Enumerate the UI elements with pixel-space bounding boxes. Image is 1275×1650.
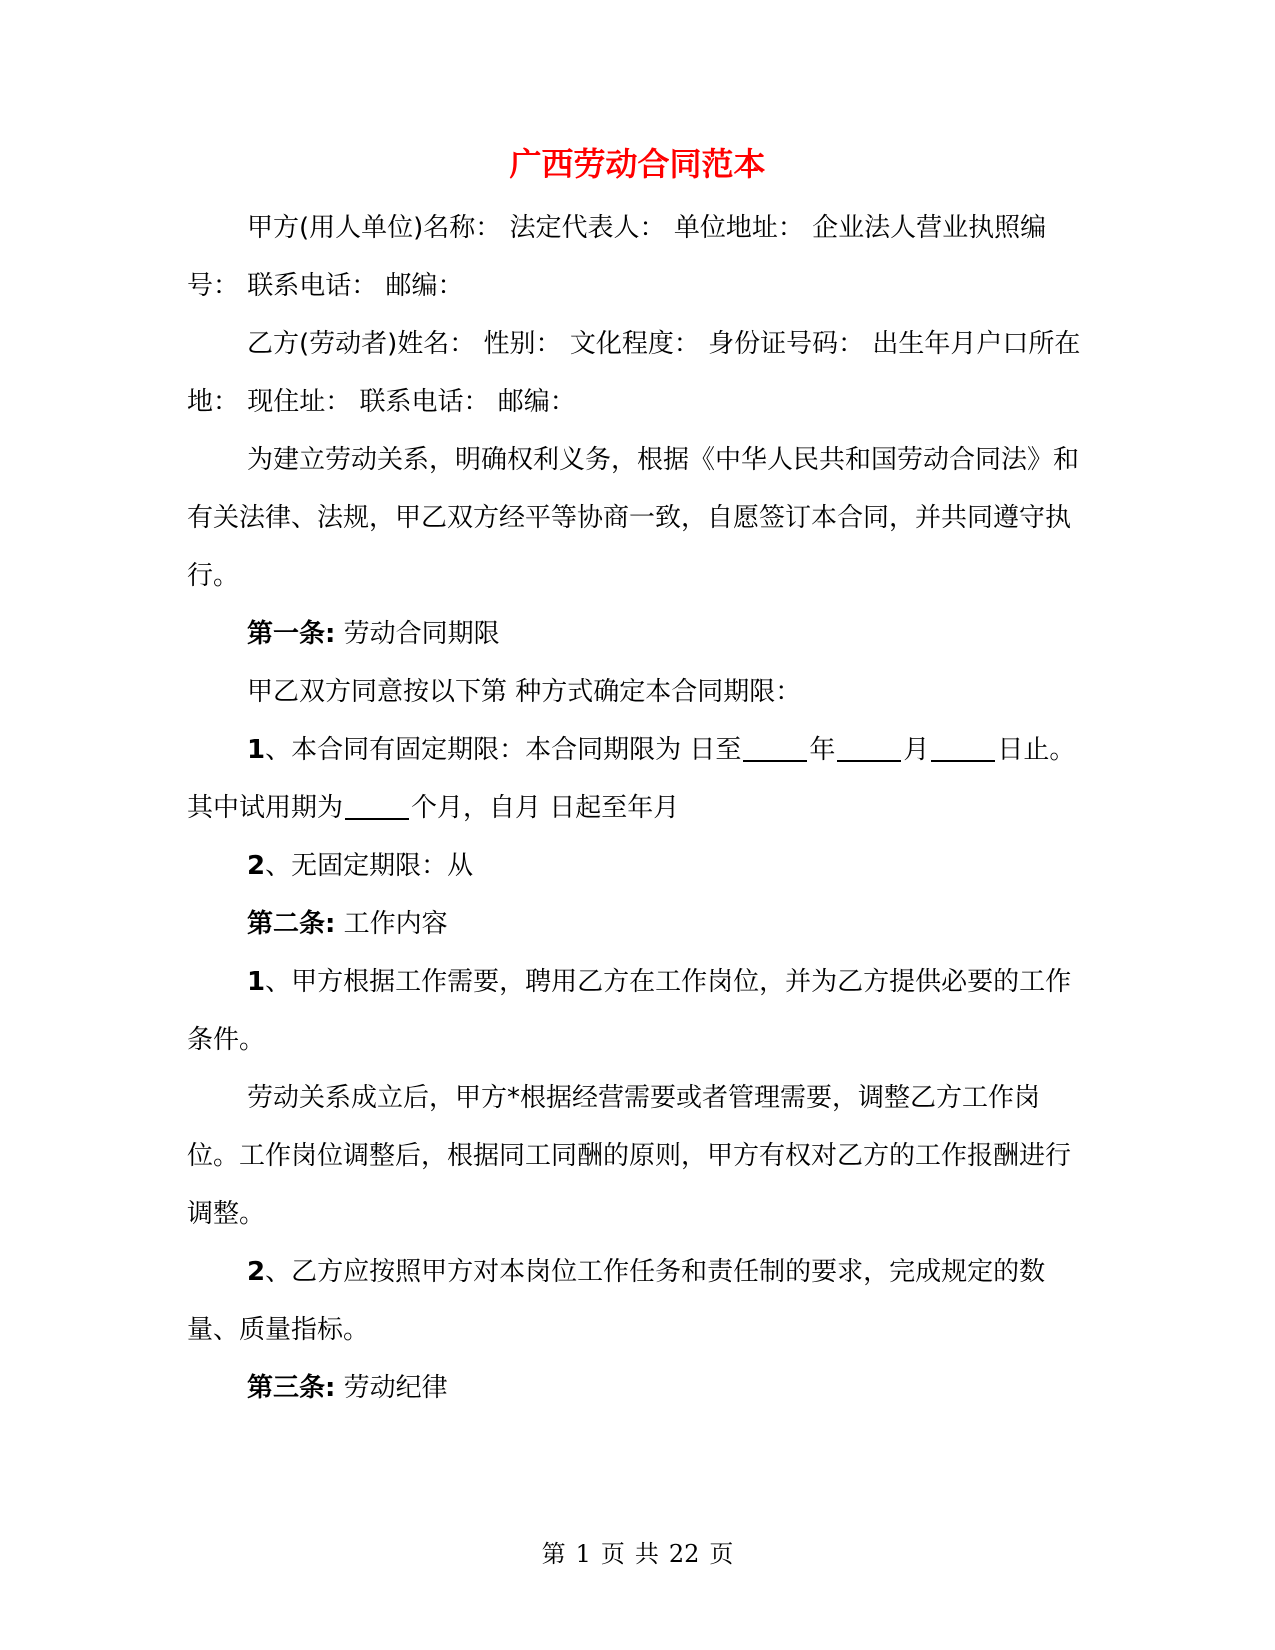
- page-footer: [0, 1538, 1275, 1570]
- article-2-item-2: [187, 1243, 1087, 1359]
- footer-word: 共: [634, 1540, 659, 1568]
- document-body: [187, 199, 1087, 1417]
- article-3-heading: [187, 1359, 1087, 1417]
- item-text: 、本合同有固定期限：本合同期限为 日至: [265, 735, 742, 765]
- item-text-end: 日止。其中试用期为: [187, 735, 1076, 823]
- item-number: 1: [247, 735, 266, 765]
- article-2-title: 工作内容: [343, 909, 448, 939]
- article-1-title: 劳动合同期限: [343, 619, 500, 649]
- document-title: 广西劳动合同范本: [509, 145, 766, 183]
- party-a-paragraph: 甲方(用人单位)名称： 法定代表人： 单位地址： 企业法人营业执照编号： 联系电话： 邮编：: [187, 213, 1047, 301]
- article-1-item-1: [187, 721, 1087, 837]
- item-number: 2: [247, 851, 266, 881]
- item-text: 、甲方根据工作需要，聘用乙方在工作岗位，并为乙方提供必要的工作条件。: [187, 967, 1072, 1055]
- article-2-item-1: [187, 953, 1087, 1069]
- item-text: 、无固定期限：从: [265, 851, 474, 881]
- blank-line: [931, 732, 995, 762]
- year-label: 年: [809, 735, 836, 765]
- item-text: 、乙方应按照甲方对本岗位工作任务和责任制的要求，完成规定的数量、质量指标。: [187, 1257, 1046, 1345]
- item-text-probation: 个月，自月 日起至年月: [411, 793, 680, 823]
- article-1-intro: 甲乙双方同意按以下第 种方式确定本合同期限：: [247, 677, 802, 707]
- item-number: 1: [247, 967, 266, 997]
- page-number: 1: [575, 1540, 591, 1568]
- article-1-item-2: [187, 837, 1087, 895]
- article-1-number: 第一条:: [247, 619, 336, 649]
- party-b-paragraph: 乙方(劳动者)姓名： 性别： 文化程度： 身份证号码： 出生年月户口所在地： 现住址： 联系电话： 邮编：: [187, 329, 1081, 417]
- preamble-paragraph: 为建立劳动关系，明确权利义务，根据《中华人民共和国劳动合同法》和有关法律、法规，甲乙双方经平等协商一致，自愿签订本合同，并共同遵守执行。: [187, 445, 1080, 591]
- article-3-number: 第三条:: [247, 1373, 336, 1403]
- article-1-heading: [187, 605, 1087, 663]
- blank-line: [837, 732, 901, 762]
- footer-word: 页: [709, 1540, 734, 1568]
- month-label: 月: [903, 735, 930, 765]
- blank-line: [345, 790, 409, 820]
- item-number: 2: [247, 1257, 266, 1287]
- article-2-number: 第二条:: [247, 909, 336, 939]
- footer-word: 页: [600, 1540, 625, 1568]
- article-3-title: 劳动纪律: [343, 1373, 448, 1403]
- total-pages: 22: [668, 1540, 700, 1568]
- article-2-adjust-paragraph: 劳动关系成立后，甲方*根据经营需要或者管理需要，调整乙方工作岗位。工作岗位调整后，根据同工同酬的原则，甲方有权对乙方的工作报酬进行调整。: [187, 1083, 1072, 1229]
- blank-line: [743, 732, 807, 762]
- article-2-heading: [187, 895, 1087, 953]
- footer-word: 第: [541, 1540, 566, 1568]
